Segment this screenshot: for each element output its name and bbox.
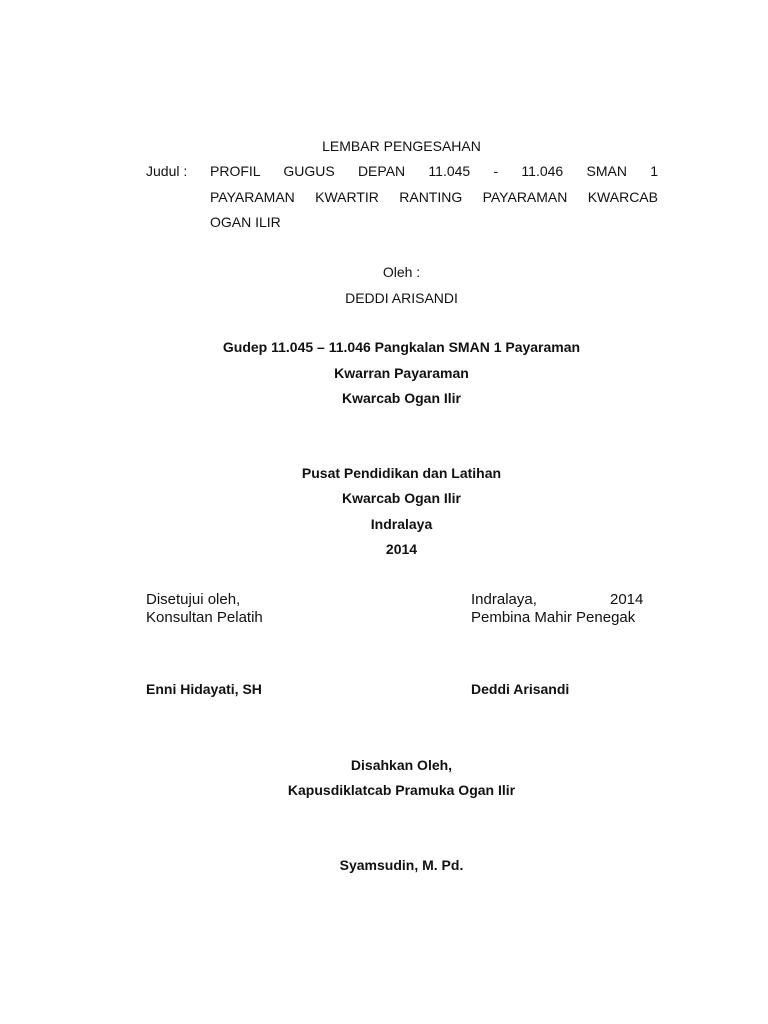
gudep-line-2: Kwarran Payaraman (334, 365, 469, 381)
gudep-line-3: Kwarcab Ogan Ilir (341, 390, 462, 406)
oleh-label: Oleh : (382, 264, 421, 280)
pusat-line-2: Kwarcab Ogan Ilir (341, 490, 462, 506)
gudep-line-1: Gudep 11.045 – 11.046 Pangkalan SMAN 1 Payaraman (222, 339, 581, 355)
judul-line-1: PROFIL GUGUS DEPAN 11.045 - 11.046 SMAN 1 (210, 163, 658, 179)
ratifier-name: Syamsudin, M. Pd. (339, 857, 464, 873)
pusat-year: 2014 (385, 541, 418, 557)
sign-place: Indralaya, (471, 591, 537, 608)
approved-by-label: Disetujui oleh, (146, 591, 241, 608)
consultant-name: Enni Hidayati, SH (146, 681, 262, 697)
judul-label: Judul : (146, 163, 188, 179)
judul-line-3: OGAN ILIR (210, 214, 281, 230)
pusat-line-1: Pusat Pendidikan dan Latihan (301, 465, 502, 481)
ratifier-title: Kapusdiklatcab Pramuka Ogan Ilir (287, 782, 516, 798)
pembina-title: Pembina Mahir Penegak (471, 609, 636, 626)
document-title: LEMBAR PENGESAHAN (322, 138, 481, 154)
judul-line-2: PAYARAMAN KWARTIR RANTING PAYARAMAN KWARCAB (210, 189, 658, 205)
ratified-by-label: Disahkan Oleh, (350, 757, 453, 773)
pusat-line-3: Indralaya (370, 516, 433, 532)
sign-year: 2014 (610, 591, 644, 608)
consultant-title: Konsultan Pelatih (146, 609, 263, 626)
pembina-name: Deddi Arisandi (471, 681, 570, 697)
author-name: DEDDI ARISANDI (345, 290, 458, 306)
